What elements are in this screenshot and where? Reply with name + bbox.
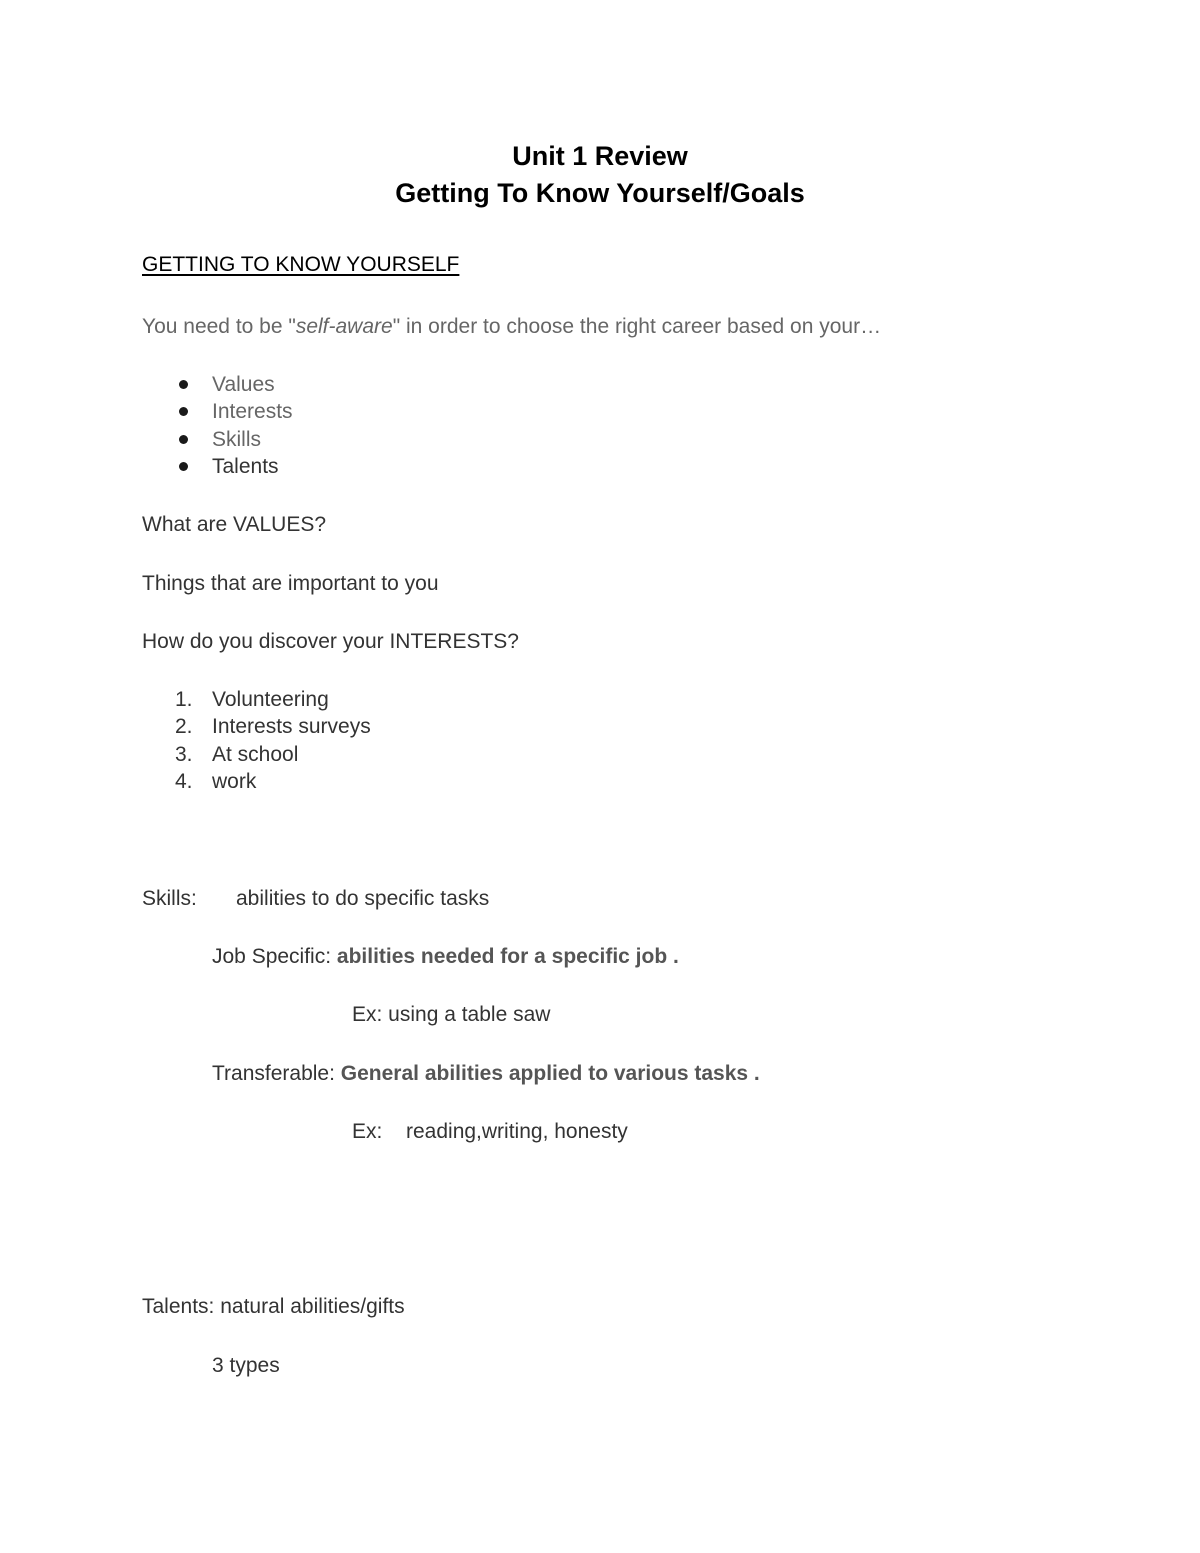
document-title: Unit 1 Review bbox=[512, 141, 688, 171]
values-question: What are VALUES? bbox=[142, 513, 327, 536]
interests-item-surveys: Interests surveys bbox=[212, 715, 371, 738]
skills-label: Skills: bbox=[142, 887, 197, 910]
bullet-marker bbox=[179, 407, 188, 416]
intro-text-before: You need to be " bbox=[142, 315, 296, 338]
interests-item-work: work bbox=[212, 770, 257, 793]
bullet-item-values: Values bbox=[212, 373, 275, 396]
transferable-example: reading,writing, honesty bbox=[406, 1120, 628, 1143]
job-specific-definition: abilities needed for a specific job . bbox=[336, 945, 679, 968]
bullet-marker bbox=[179, 462, 188, 471]
intro-italic-term: self-aware bbox=[295, 315, 393, 338]
interests-item-school: At school bbox=[212, 743, 299, 766]
list-number: 4. bbox=[175, 770, 193, 793]
transferable-definition: General abilities applied to various tasks . bbox=[340, 1062, 760, 1085]
transferable-line bbox=[212, 1063, 760, 1084]
bullet-marker bbox=[179, 380, 188, 389]
values-answer: Things that are important to you bbox=[142, 572, 439, 595]
job-specific-label: Job Specific: bbox=[212, 945, 337, 968]
job-specific-example: Ex: using a table saw bbox=[352, 1003, 551, 1026]
talents-line: Talents: natural abilities/gifts bbox=[142, 1295, 405, 1318]
bullet-item-skills: Skills bbox=[212, 428, 262, 451]
interests-item-volunteering: Volunteering bbox=[212, 688, 329, 711]
intro-paragraph bbox=[142, 316, 881, 337]
transferable-example-label: Ex: bbox=[352, 1120, 383, 1143]
document-subtitle: Getting To Know Yourself/Goals bbox=[395, 178, 805, 208]
talents-types: 3 types bbox=[212, 1354, 280, 1377]
list-number: 3. bbox=[175, 743, 193, 766]
job-specific-line bbox=[212, 946, 679, 967]
interests-question: How do you discover your INTERESTS? bbox=[142, 630, 519, 653]
skills-definition: abilities to do specific tasks bbox=[236, 887, 490, 910]
bullet-item-talents: Talents bbox=[212, 455, 279, 478]
intro-text-after: " in order to choose the right career based on your… bbox=[392, 315, 882, 338]
bullet-marker bbox=[179, 435, 188, 444]
section-heading: GETTING TO KNOW YOURSELF bbox=[142, 253, 460, 276]
list-number: 2. bbox=[175, 715, 193, 738]
transferable-label: Transferable: bbox=[212, 1062, 341, 1085]
bullet-item-interests: Interests bbox=[212, 400, 293, 423]
list-number: 1. bbox=[175, 688, 193, 711]
